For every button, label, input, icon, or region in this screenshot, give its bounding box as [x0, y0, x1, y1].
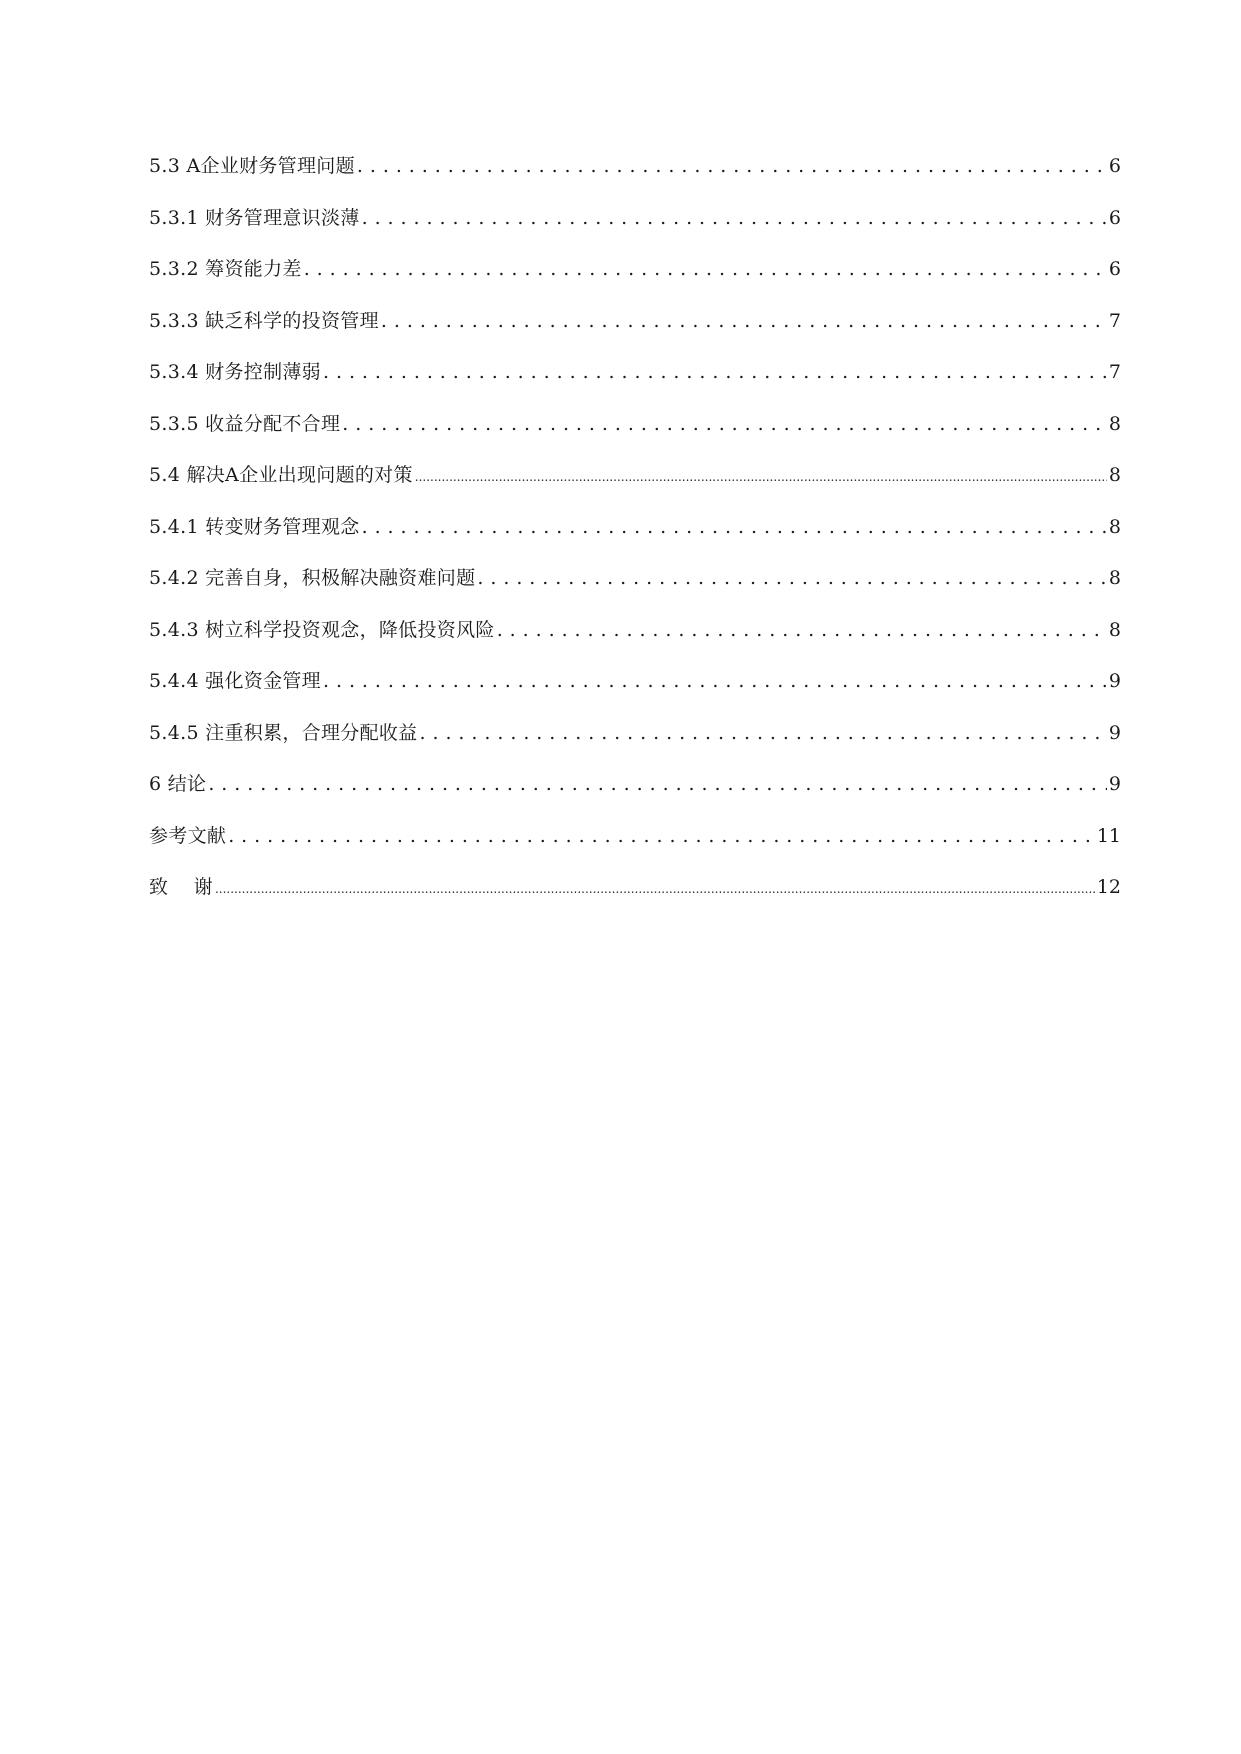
toc-entry-page-number: 7 — [1108, 361, 1121, 383]
toc-entry-title: 致 谢 — [149, 876, 213, 898]
toc-entry-page-number: 6 — [1108, 258, 1121, 280]
toc-dot-leader — [323, 665, 1107, 698]
toc-entry-page-number: 7 — [1108, 309, 1121, 332]
toc-dot-leader — [208, 768, 1107, 801]
table-of-contents — [149, 150, 1121, 923]
toc-entry[interactable] — [149, 511, 1121, 563]
toc-entry-page-number: 12 — [1096, 876, 1121, 898]
toc-dot-leader — [362, 511, 1107, 544]
toc-entry-title: 5.3.1 财务管理意识淡薄 — [149, 206, 360, 229]
toc-entry-page-number: 9 — [1108, 773, 1121, 795]
toc-entry[interactable] — [149, 150, 1121, 202]
toc-entry[interactable] — [149, 871, 1121, 923]
toc-entry[interactable] — [149, 717, 1121, 769]
toc-entry[interactable] — [149, 459, 1121, 511]
toc-dot-leader — [381, 305, 1107, 338]
toc-entry-title: 5.4.3 树立科学投资观念，降低投资风险 — [149, 618, 495, 641]
toc-entry-title: 5.4 解决A企业出现问题的对策 — [149, 464, 413, 486]
toc-entry[interactable] — [149, 408, 1121, 460]
toc-entry[interactable] — [149, 202, 1121, 254]
toc-dot-leader — [304, 253, 1107, 286]
toc-entry-page-number: 9 — [1108, 670, 1121, 692]
toc-entry-title: 5.4.4 强化资金管理 — [149, 670, 321, 692]
toc-entry-title: 5.3.5 收益分配不合理 — [149, 412, 341, 435]
toc-dot-leader — [228, 820, 1095, 853]
toc-dot-leader — [323, 356, 1107, 389]
toc-dot-leader — [362, 202, 1107, 235]
toc-entry-title: 5.3.4 财务控制薄弱 — [149, 361, 321, 383]
toc-entry-page-number: 8 — [1108, 618, 1121, 641]
toc-dot-leader — [419, 717, 1106, 750]
toc-entry[interactable] — [149, 305, 1121, 357]
toc-entry-title: 参考文献 — [149, 824, 227, 847]
toc-entry-title: 5.3 A企业财务管理问题 — [149, 155, 355, 177]
toc-entry-title: 6 结论 — [149, 773, 207, 795]
toc-dot-leader — [477, 562, 1107, 595]
toc-entry-page-number: 11 — [1096, 824, 1121, 847]
toc-entry[interactable] — [149, 665, 1121, 717]
toc-dot-leader — [342, 408, 1107, 441]
toc-entry-page-number: 8 — [1108, 515, 1121, 538]
toc-entry[interactable] — [149, 562, 1121, 614]
toc-entry-page-number: 8 — [1108, 567, 1121, 589]
toc-dot-leader — [357, 150, 1107, 183]
toc-dot-leader — [215, 871, 1095, 906]
toc-entry-page-number: 9 — [1108, 721, 1121, 744]
toc-dot-leader — [415, 459, 1107, 494]
toc-entry-page-number: 8 — [1108, 412, 1121, 435]
toc-dot-leader — [497, 614, 1107, 647]
toc-entry[interactable] — [149, 614, 1121, 666]
toc-entry[interactable] — [149, 253, 1121, 305]
toc-entry-title: 5.4.5 注重积累，合理分配收益 — [149, 721, 418, 744]
toc-entry-page-number: 6 — [1108, 155, 1121, 177]
toc-entry[interactable] — [149, 356, 1121, 408]
toc-entry-title: 5.4.2 完善自身，积极解决融资难问题 — [149, 567, 476, 589]
toc-entry-title: 5.3.2 筹资能力差 — [149, 258, 302, 280]
toc-entry[interactable] — [149, 768, 1121, 820]
toc-entry-page-number: 8 — [1108, 464, 1121, 486]
toc-entry-page-number: 6 — [1108, 206, 1121, 229]
toc-entry[interactable] — [149, 820, 1121, 872]
toc-entry-title: 5.4.1 转变财务管理观念 — [149, 515, 360, 538]
toc-entry-title: 5.3.3 缺乏科学的投资管理 — [149, 309, 379, 332]
